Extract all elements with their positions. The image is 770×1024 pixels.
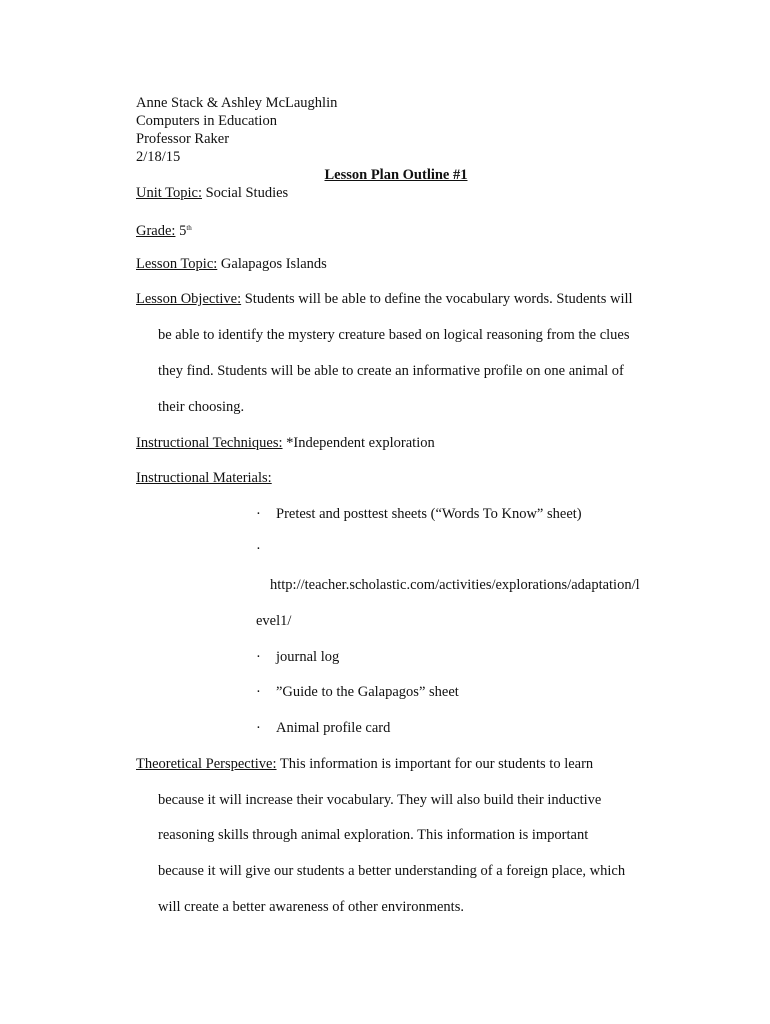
theoretical-perspective-label: Theoretical Perspective:	[136, 756, 277, 772]
grade	[136, 219, 192, 240]
list-item-text: Pretest and posttest sheets (“Words To Know” sheet)	[276, 506, 582, 522]
author-names: Anne Stack & Ashley McLaughlin	[136, 95, 338, 111]
lesson-topic-label: Lesson Topic:	[136, 256, 218, 272]
instructional-techniques-value: *Independent exploration	[282, 435, 435, 451]
lesson-objective-line: their choosing.	[158, 399, 245, 415]
professor-name: Professor Raker	[136, 131, 230, 147]
grade-value: 5	[175, 223, 187, 239]
theoretical-perspective-line: This information is important for our students to learn	[276, 756, 594, 772]
lesson-objective-line: they find. Students will be able to create an informative profile on one animal of	[158, 363, 624, 379]
theoretical-perspective	[136, 755, 593, 773]
list-item-text: journal log	[276, 649, 340, 665]
instructional-materials-label: Instructional Materials:	[136, 470, 272, 486]
unit-topic	[136, 184, 288, 202]
page-title: Lesson Plan Outline #1	[324, 167, 468, 183]
lesson-objective-line: Students will be able to define the vocabulary words. Students will	[241, 291, 633, 307]
theoretical-perspective-line: because it will give our students a better understanding of a foreign place, which	[158, 863, 626, 879]
lesson-objective	[136, 290, 633, 308]
bullet-icon: ·	[256, 684, 261, 700]
lesson-objective-label: Lesson Objective:	[136, 291, 242, 307]
list-item	[256, 683, 459, 701]
theoretical-perspective-line: will create a better awareness of other environments.	[158, 899, 464, 915]
lesson-topic	[136, 255, 327, 273]
unit-topic-label: Unit Topic:	[136, 185, 202, 201]
theoretical-perspective-line: reasoning skills through animal exploration. This information is important	[158, 827, 589, 843]
bullet-icon: ·	[256, 506, 261, 522]
bullet-icon: ·	[256, 720, 261, 736]
course-name: Computers in Education	[136, 113, 277, 129]
instructional-materials	[136, 469, 272, 487]
lesson-objective-line: be able to identify the mystery creature based on logical reasoning from the clues	[158, 327, 630, 343]
list-item-text: ”Guide to the Galapagos” sheet	[276, 684, 459, 700]
bullet-icon: ·	[256, 649, 261, 665]
list-item	[256, 540, 276, 558]
theoretical-perspective-line: because it will increase their vocabulary. They will also build their inductive	[158, 792, 602, 808]
bullet-icon: ·	[256, 541, 261, 557]
list-item-text: Animal profile card	[276, 720, 391, 736]
instructional-techniques	[136, 434, 435, 452]
list-item	[256, 648, 339, 666]
list-item	[256, 719, 390, 737]
materials-link[interactable]: http://teacher.scholastic.com/activities/explorations/adaptation/l	[270, 577, 640, 593]
unit-topic-value: Social Studies	[201, 185, 289, 201]
document-date: 2/18/15	[136, 149, 181, 165]
materials-link-continued[interactable]: evel1/	[256, 613, 292, 629]
grade-label: Grade:	[136, 223, 176, 239]
grade-suffix: th	[186, 224, 192, 232]
lesson-topic-value: Galapagos Islands	[217, 256, 327, 272]
instructional-techniques-label: Instructional Techniques:	[136, 435, 283, 451]
list-item	[256, 505, 582, 523]
